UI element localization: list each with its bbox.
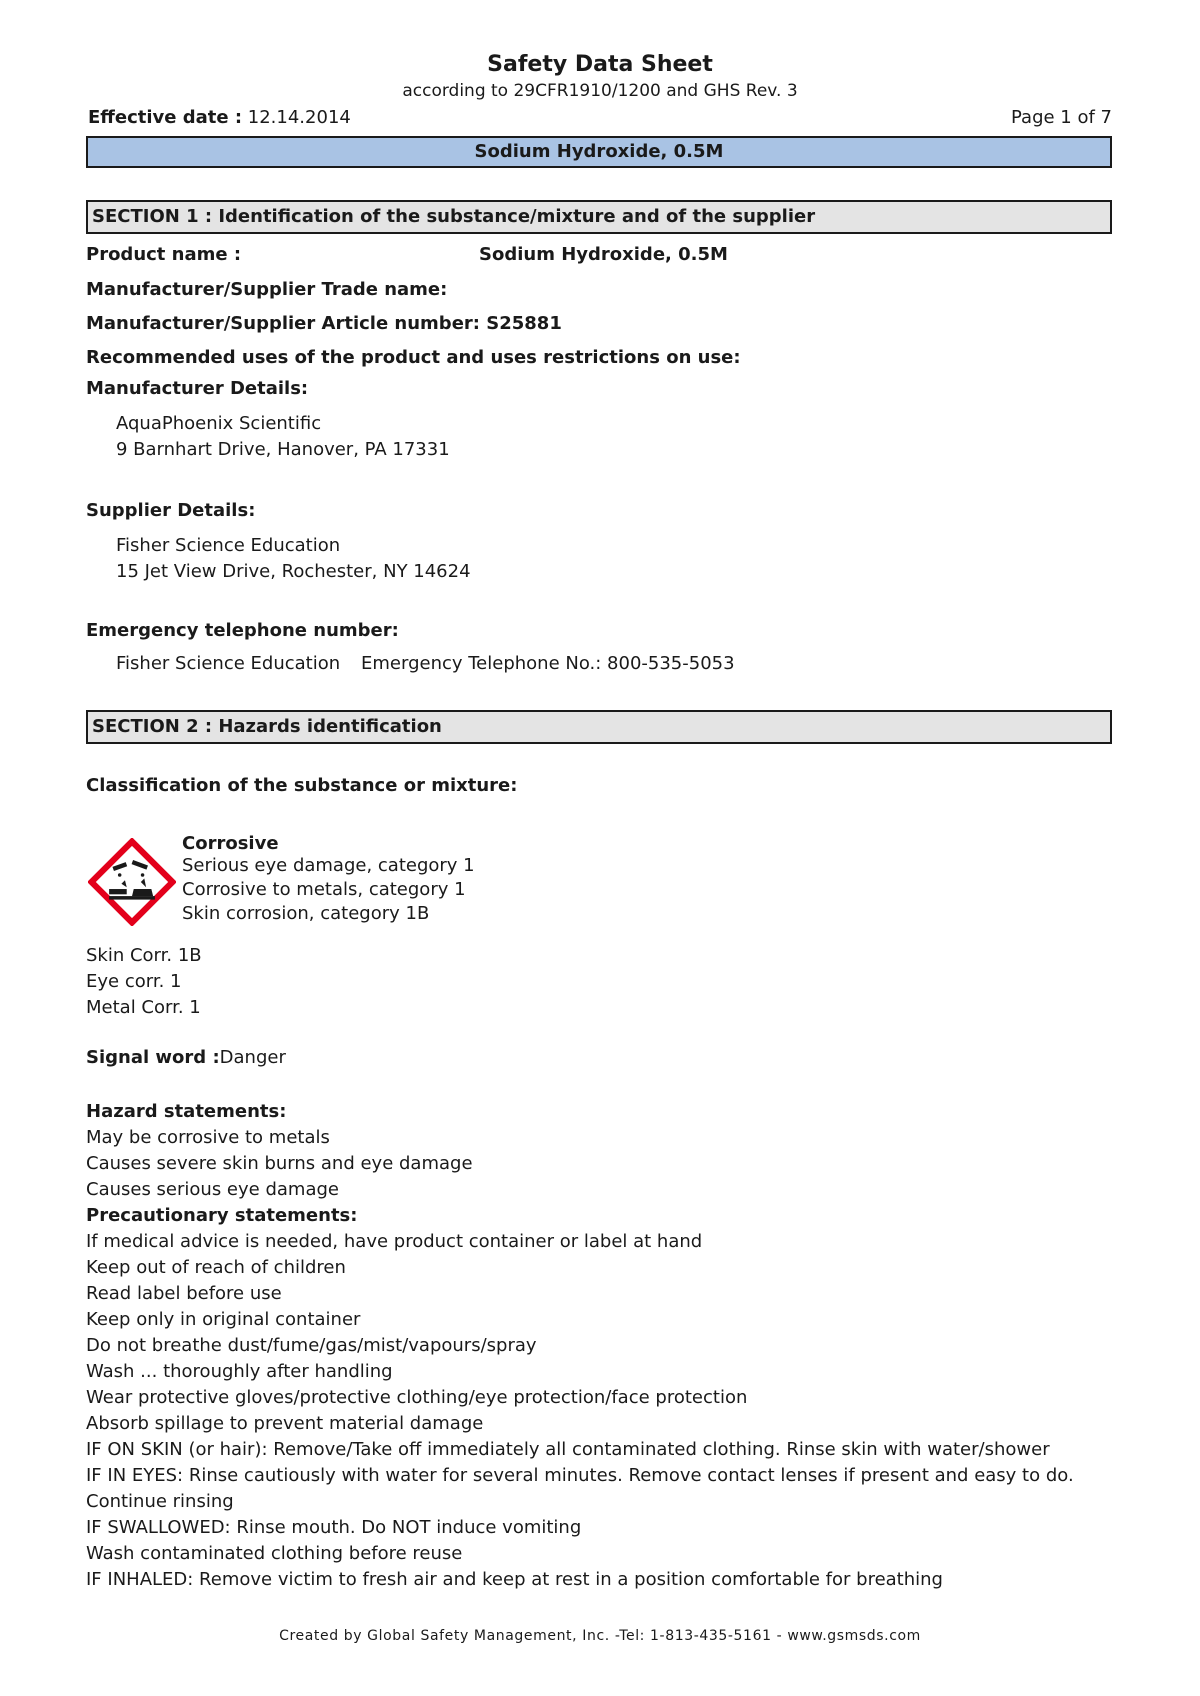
signal-word — [86, 1047, 286, 1068]
classification-code: Eye corr. 1 — [86, 971, 182, 992]
signal-word-label: Signal word : — [86, 1047, 220, 1068]
product-name-value: Sodium Hydroxide, 0.5M — [479, 244, 728, 265]
hazard-detail-line: Skin corrosion, category 1B — [182, 903, 430, 924]
trade-name-label: Manufacturer/Supplier Trade name: — [86, 279, 448, 300]
precautionary-statement: IF ON SKIN (or hair): Remove/Take off immediately all contaminated clothing. Rinse skin with water/shower — [86, 1439, 1050, 1460]
hazard-details — [182, 854, 475, 926]
hazard-class: Corrosive — [182, 833, 279, 854]
product-banner: Sodium Hydroxide, 0.5M — [86, 136, 1112, 168]
hazard-detail-line: Serious eye damage, category 1 — [182, 855, 475, 876]
manufacturer-name: AquaPhoenix Scientific — [116, 413, 322, 434]
precautionary-statement: Continue rinsing — [86, 1491, 234, 1512]
hazard-detail-line: Corrosive to metals, category 1 — [182, 879, 466, 900]
hazard-statements-label: Hazard statements: — [86, 1101, 287, 1122]
page-footer: Created by Global Safety Management, Inc. -Tel: 1-813-435-5161 - www.gsmsds.com — [279, 1628, 921, 1644]
ghs05-corrosion-icon — [88, 838, 176, 926]
precautionary-statements-label: Precautionary statements: — [86, 1205, 358, 1226]
supplier-details-label: Supplier Details: — [86, 500, 256, 521]
page-indicator: Page 1 of 7 — [1011, 107, 1112, 128]
hazard-statement: May be corrosive to metals — [86, 1127, 330, 1148]
precautionary-statement: IF INHALED: Remove victim to fresh air and keep at rest in a position comfortable for breathing — [86, 1569, 943, 1590]
hazard-statement: Causes severe skin burns and eye damage — [86, 1153, 473, 1174]
precautionary-statement: Wash ... thoroughly after handling — [86, 1361, 393, 1382]
document-title: Safety Data Sheet — [487, 52, 713, 77]
emergency-telephone-label: Emergency telephone number: — [86, 620, 399, 641]
precautionary-statement: Absorb spillage to prevent material damage — [86, 1413, 484, 1434]
document-subtitle: according to 29CFR1910/1200 and GHS Rev. 3 — [402, 81, 798, 101]
effective-date-value: 12.14.2014 — [247, 107, 351, 128]
classification-codes — [86, 943, 202, 1021]
precautionary-statement: Wash contaminated clothing before reuse — [86, 1543, 463, 1564]
supplier-address: 15 Jet View Drive, Rochester, NY 14624 — [116, 561, 471, 582]
manufacturer-details-label: Manufacturer Details: — [86, 378, 309, 399]
effective-date — [88, 107, 351, 128]
precautionary-statement: IF IN EYES: Rinse cautiously with water for several minutes. Remove contact lenses if present and easy to do. — [86, 1465, 1074, 1486]
emergency-org: Fisher Science Education — [116, 653, 341, 674]
classification-code: Metal Corr. 1 — [86, 997, 201, 1018]
hazard-statements-block — [86, 1099, 1074, 1593]
product-name-label: Product name : — [86, 244, 242, 265]
precautionary-statement: IF SWALLOWED: Rinse mouth. Do NOT induce vomiting — [86, 1517, 582, 1538]
recommended-uses-label: Recommended uses of the product and uses restrictions on use: — [86, 347, 741, 368]
supplier-name: Fisher Science Education — [116, 535, 341, 556]
article-number-value: S25881 — [486, 313, 562, 334]
classification-label: Classification of the substance or mixture: — [86, 775, 518, 796]
section-1-heading: SECTION 1 : Identification of the substance/mixture and of the supplier — [86, 200, 1112, 234]
article-number — [86, 313, 562, 334]
emergency-phone: Emergency Telephone No.: 800-535-5053 — [361, 653, 735, 674]
section-2-heading: SECTION 2 : Hazards identification — [86, 710, 1112, 744]
classification-code: Skin Corr. 1B — [86, 945, 202, 966]
precautionary-statement: Read label before use — [86, 1283, 282, 1304]
precautionary-statement: Keep out of reach of children — [86, 1257, 346, 1278]
precautionary-statement: Keep only in original container — [86, 1309, 361, 1330]
effective-date-label: Effective date : — [88, 107, 243, 128]
manufacturer-address: 9 Barnhart Drive, Hanover, PA 17331 — [116, 439, 450, 460]
signal-word-value: Danger — [219, 1047, 286, 1068]
precautionary-statement: Do not breathe dust/fume/gas/mist/vapours/spray — [86, 1335, 537, 1356]
article-number-label: Manufacturer/Supplier Article number: — [86, 313, 480, 334]
precautionary-statement: Wear protective gloves/protective clothing/eye protection/face protection — [86, 1387, 748, 1408]
precautionary-statement: If medical advice is needed, have product container or label at hand — [86, 1231, 703, 1252]
hazard-statement: Causes serious eye damage — [86, 1179, 339, 1200]
